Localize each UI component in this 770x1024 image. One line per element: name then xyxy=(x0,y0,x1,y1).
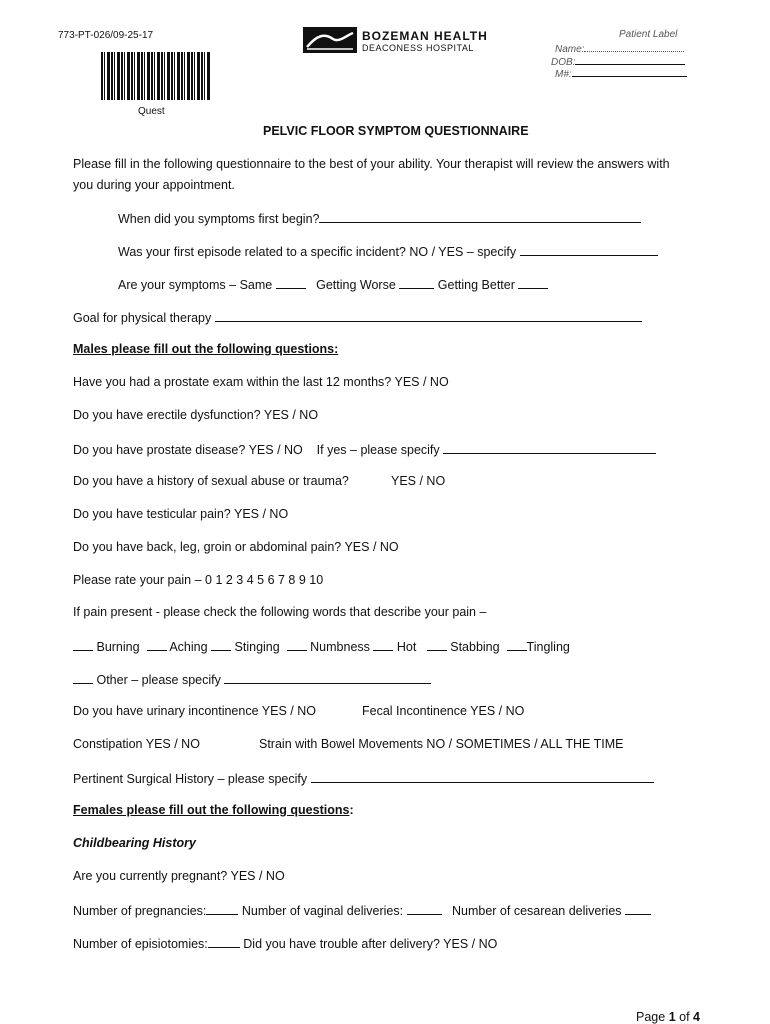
question-first-episode: Was your first episode related to a specific incident? NO / YES – specify xyxy=(118,243,658,259)
question-symptoms-trend: Are your symptoms – Same Getting Worse Getting Better xyxy=(118,276,548,292)
question-fecal[interactable]: Fecal Incontinence YES / NO xyxy=(362,704,525,718)
name-label: Name: xyxy=(555,44,585,55)
cesarean-field[interactable] xyxy=(625,902,651,915)
form-code: 773-PT-026/09-25-17 xyxy=(58,30,154,41)
m-label: M#: xyxy=(555,69,572,80)
intro-line-2: you during your appointment. xyxy=(73,178,235,192)
episiotomies-field[interactable] xyxy=(208,935,240,948)
pregnancies-field[interactable] xyxy=(206,902,238,915)
childbearing-heading: Childbearing History xyxy=(73,836,196,850)
question-when-begin: When did you symptoms first begin? xyxy=(118,210,641,226)
goal-field[interactable] xyxy=(215,309,642,322)
patient-label-heading: Patient Label xyxy=(619,29,678,40)
pain-word-stabbing: Stabbing xyxy=(450,640,500,654)
stinging-check[interactable] xyxy=(211,638,231,651)
question-erectile[interactable]: Do you have erectile dysfunction? YES / NO xyxy=(73,408,319,422)
prostate-specify-field[interactable] xyxy=(443,441,656,454)
males-heading: Males please fill out the following questions: xyxy=(73,342,339,356)
question-back-pain[interactable]: Do you have back, leg, groin or abdominal pain? YES / NO xyxy=(73,540,399,554)
pain-word-numbness: Numbness xyxy=(310,640,370,654)
question-pregnant[interactable]: Are you currently pregnant? YES / NO xyxy=(73,869,285,883)
question-strain[interactable]: Strain with Bowel Movements NO / SOMETIMES / ALL THE TIME xyxy=(259,737,624,751)
when-begin-field[interactable] xyxy=(319,210,641,223)
hospital-logo-icon xyxy=(303,27,357,53)
worse-field[interactable] xyxy=(399,276,434,289)
pain-word-stinging: Stinging xyxy=(234,640,280,654)
tingling-check[interactable] xyxy=(507,638,527,651)
stabbing-check[interactable] xyxy=(427,638,447,651)
pain-word-hot: Hot xyxy=(396,640,417,654)
question-abuse: Do you have a history of sexual abuse or trauma? xyxy=(73,474,349,488)
logo-line1: BOZEMAN HEALTH xyxy=(362,29,488,43)
females-heading: Females please fill out the following questions: xyxy=(73,803,354,817)
barcode-caption: Quest xyxy=(138,106,165,117)
abuse-yes-no[interactable]: YES / NO xyxy=(391,474,446,488)
question-urinary[interactable]: Do you have urinary incontinence YES / NO xyxy=(73,704,316,718)
numbness-check[interactable] xyxy=(287,638,307,651)
question-testicular[interactable]: Do you have testicular pain? YES / NO xyxy=(73,507,289,521)
logo-line2: DEACONESS HOSPITAL xyxy=(362,43,474,53)
hot-check[interactable] xyxy=(373,638,393,651)
question-pregnancy-counts: Number of pregnancies: Number of vaginal deliveries: Number of cesarean deliveries xyxy=(73,902,651,918)
question-constipation[interactable]: Constipation YES / NO xyxy=(73,737,200,751)
other-check[interactable] xyxy=(73,671,93,684)
pain-other-row: Other – please specify xyxy=(73,671,431,687)
patient-name-field[interactable] xyxy=(555,42,684,55)
pain-word-burning: Burning xyxy=(96,640,140,654)
dob-label: DOB: xyxy=(551,57,576,68)
pain-word-aching: Aching xyxy=(169,640,208,654)
question-rate-pain[interactable]: Please rate your pain – 0 1 2 3 4 5 6 7 8 9 10 xyxy=(73,573,324,587)
question-goal: Goal for physical therapy xyxy=(73,309,642,325)
question-surgical: Pertinent Surgical History – please specify xyxy=(73,770,654,786)
intro-line-1: Please fill in the following questionnaire to the best of your ability. Your therapist will review the answers with xyxy=(73,157,670,171)
question-pain-words: If pain present - please check the following words that describe your pain – xyxy=(73,605,487,619)
patient-mrn-field[interactable] xyxy=(555,67,687,80)
pain-word-tingling: Tingling xyxy=(526,640,570,654)
question-prostate-disease[interactable]: Do you have prostate disease? YES / NO If yes – please specify xyxy=(73,441,656,457)
vaginal-field[interactable] xyxy=(407,902,442,915)
pain-words-row xyxy=(73,638,570,654)
burning-check[interactable] xyxy=(73,638,93,651)
question-episiotomies: Number of episiotomies: Did you have trouble after delivery? YES / NO xyxy=(73,937,498,951)
barcode xyxy=(101,52,211,100)
first-episode-field[interactable] xyxy=(520,243,658,256)
page-number: Page 1 of 4 xyxy=(636,1010,700,1024)
trouble-delivery-options[interactable]: Did you have trouble after delivery? YES / NO xyxy=(243,937,498,951)
better-field[interactable] xyxy=(518,276,548,289)
aching-check[interactable] xyxy=(147,638,167,651)
same-field[interactable] xyxy=(276,276,306,289)
question-prostate-exam[interactable]: Have you had a prostate exam within the last 12 months? YES / NO xyxy=(73,375,449,389)
page-title: PELVIC FLOOR SYMPTOM QUESTIONNAIRE xyxy=(263,124,529,138)
surgical-field[interactable] xyxy=(311,770,654,783)
other-specify-field[interactable] xyxy=(224,671,431,684)
